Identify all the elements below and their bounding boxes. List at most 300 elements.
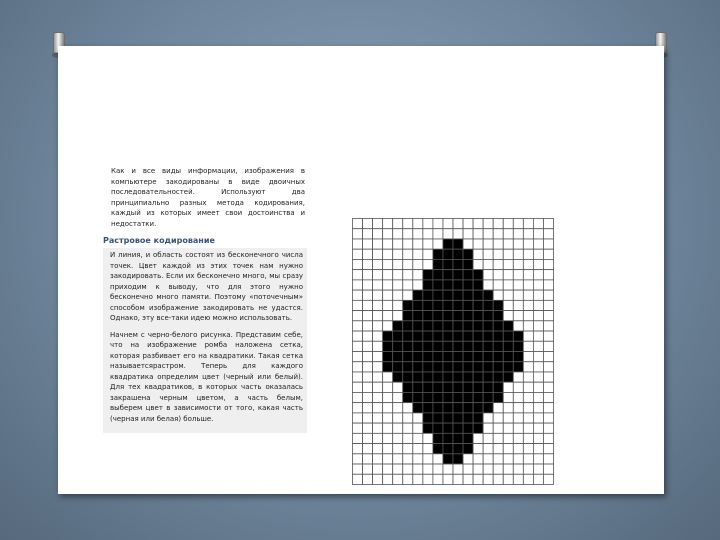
raster-cell-filled bbox=[423, 372, 433, 382]
raster-cell-filled bbox=[463, 362, 473, 372]
raster-cell-filled bbox=[473, 290, 483, 300]
raster-cell-filled bbox=[413, 311, 423, 321]
raster-cell-filled bbox=[503, 362, 513, 372]
raster-cell-filled bbox=[473, 362, 483, 372]
raster-cell-empty bbox=[393, 464, 403, 474]
raster-cell-filled bbox=[463, 372, 473, 382]
raster-cell-empty bbox=[373, 321, 383, 331]
raster-cell-empty bbox=[493, 229, 503, 239]
raster-cell-empty bbox=[413, 433, 423, 443]
raster-cell-empty bbox=[373, 239, 383, 249]
raster-cell-filled bbox=[493, 372, 503, 382]
raster-cell-empty bbox=[533, 229, 543, 239]
raster-cell-filled bbox=[423, 300, 433, 310]
raster-cell-empty bbox=[523, 311, 533, 321]
raster-cell-empty bbox=[503, 229, 513, 239]
raster-cell-filled bbox=[493, 352, 503, 362]
raster-cell-empty bbox=[513, 280, 523, 290]
raster-cell-empty bbox=[353, 454, 363, 464]
raster-cell-empty bbox=[523, 362, 533, 372]
raster-cell-empty bbox=[373, 423, 383, 433]
raster-cell-empty bbox=[483, 259, 493, 269]
raster-cell-empty bbox=[543, 362, 553, 372]
raster-cell-empty bbox=[503, 270, 513, 280]
raster-cell-empty bbox=[373, 249, 383, 259]
raster-cell-empty bbox=[473, 229, 483, 239]
raster-cell-empty bbox=[523, 331, 533, 341]
raster-cell-empty bbox=[363, 403, 373, 413]
raster-cell-empty bbox=[513, 290, 523, 300]
raster-cell-empty bbox=[523, 454, 533, 464]
raster-cell-empty bbox=[363, 341, 373, 351]
raster-cell-filled bbox=[473, 403, 483, 413]
raster-cell-empty bbox=[543, 270, 553, 280]
raster-cell-filled bbox=[453, 382, 463, 392]
raster-cell-empty bbox=[393, 249, 403, 259]
raster-cell-filled bbox=[453, 280, 463, 290]
raster-cell-empty bbox=[383, 413, 393, 423]
raster-cell-empty bbox=[543, 413, 553, 423]
raster-cell-filled bbox=[483, 300, 493, 310]
raster-cell-filled bbox=[433, 270, 443, 280]
raster-cell-empty bbox=[493, 444, 503, 454]
raster-cell-empty bbox=[513, 239, 523, 249]
raster-cell-filled bbox=[413, 290, 423, 300]
raster-cell-filled bbox=[513, 341, 523, 351]
raster-cell-filled bbox=[463, 392, 473, 402]
raster-cell-empty bbox=[393, 229, 403, 239]
raster-cell-filled bbox=[403, 392, 413, 402]
raster-cell-filled bbox=[423, 270, 433, 280]
raster-cell-empty bbox=[513, 413, 523, 423]
raster-cell-filled bbox=[393, 321, 403, 331]
raster-cell-empty bbox=[523, 249, 533, 259]
raster-cell-filled bbox=[423, 352, 433, 362]
raster-cell-filled bbox=[433, 311, 443, 321]
raster-cell-filled bbox=[403, 300, 413, 310]
raster-cell-empty bbox=[483, 433, 493, 443]
raster-cell-empty bbox=[353, 392, 363, 402]
raster-cell-filled bbox=[443, 444, 453, 454]
raster-cell-empty bbox=[513, 229, 523, 239]
raster-cell-filled bbox=[413, 392, 423, 402]
raster-cell-empty bbox=[533, 321, 543, 331]
raster-cell-empty bbox=[433, 454, 443, 464]
raster-cell-empty bbox=[503, 280, 513, 290]
raster-cell-empty bbox=[503, 474, 513, 484]
raster-cell-empty bbox=[513, 403, 523, 413]
raster-cell-filled bbox=[503, 331, 513, 341]
raster-cell-filled bbox=[453, 433, 463, 443]
raster-cell-empty bbox=[383, 423, 393, 433]
raster-cell-empty bbox=[453, 229, 463, 239]
raster-cell-filled bbox=[473, 382, 483, 392]
raster-cell-empty bbox=[383, 259, 393, 269]
raster-cell-empty bbox=[523, 474, 533, 484]
raster-cell-filled bbox=[413, 372, 423, 382]
raster-cell-empty bbox=[413, 259, 423, 269]
raster-cell-empty bbox=[543, 219, 553, 229]
raster-cell-filled bbox=[443, 321, 453, 331]
raster-cell-empty bbox=[513, 464, 523, 474]
raster-cell-filled bbox=[483, 372, 493, 382]
raster-cell-empty bbox=[383, 464, 393, 474]
raster-cell-filled bbox=[423, 331, 433, 341]
raster-cell-empty bbox=[413, 464, 423, 474]
raster-cell-empty bbox=[483, 249, 493, 259]
raster-cell-empty bbox=[393, 454, 403, 464]
raster-cell-empty bbox=[423, 454, 433, 464]
raster-cell-empty bbox=[403, 454, 413, 464]
raster-cell-empty bbox=[373, 454, 383, 464]
raster-cell-empty bbox=[403, 229, 413, 239]
raster-cell-empty bbox=[413, 239, 423, 249]
raster-cell-empty bbox=[503, 249, 513, 259]
raster-cell-empty bbox=[393, 270, 403, 280]
raster-cell-empty bbox=[393, 290, 403, 300]
raster-cell-empty bbox=[533, 239, 543, 249]
raster-cell-empty bbox=[373, 270, 383, 280]
raster-cell-empty bbox=[403, 290, 413, 300]
raster-cell-filled bbox=[433, 300, 443, 310]
raster-cell-filled bbox=[463, 403, 473, 413]
raster-cell-filled bbox=[463, 290, 473, 300]
raster-cell-filled bbox=[433, 433, 443, 443]
raster-cell-empty bbox=[533, 331, 543, 341]
raster-cell-filled bbox=[483, 341, 493, 351]
raster-cell-empty bbox=[533, 249, 543, 259]
raster-cell-empty bbox=[363, 413, 373, 423]
raster-cell-empty bbox=[523, 352, 533, 362]
raster-cell-filled bbox=[503, 352, 513, 362]
raster-cell-empty bbox=[483, 474, 493, 484]
raster-cell-empty bbox=[503, 433, 513, 443]
raster-cell-empty bbox=[363, 382, 373, 392]
raster-cell-empty bbox=[493, 423, 503, 433]
raster-cell-empty bbox=[503, 464, 513, 474]
raster-cell-filled bbox=[453, 290, 463, 300]
raster-cell-empty bbox=[523, 300, 533, 310]
raster-cell-filled bbox=[433, 362, 443, 372]
raster-cell-empty bbox=[463, 454, 473, 464]
raster-cell-filled bbox=[443, 372, 453, 382]
raster-cell-empty bbox=[533, 474, 543, 484]
raster-cell-filled bbox=[443, 352, 453, 362]
raster-cell-empty bbox=[353, 352, 363, 362]
raster-cell-empty bbox=[533, 280, 543, 290]
raster-cell-empty bbox=[363, 362, 373, 372]
raster-cell-empty bbox=[533, 259, 543, 269]
raster-cell-empty bbox=[423, 219, 433, 229]
raster-cell-empty bbox=[423, 474, 433, 484]
raster-cell-filled bbox=[413, 403, 423, 413]
raster-cell-empty bbox=[413, 454, 423, 464]
raster-cell-filled bbox=[443, 382, 453, 392]
raster-cell-filled bbox=[433, 352, 443, 362]
raster-cell-empty bbox=[373, 311, 383, 321]
raster-cell-filled bbox=[453, 372, 463, 382]
raster-cell-filled bbox=[453, 239, 463, 249]
text-box bbox=[103, 248, 307, 433]
section-heading: Растровое кодирование bbox=[103, 236, 215, 245]
raster-cell-empty bbox=[513, 372, 523, 382]
raster-cell-filled bbox=[503, 372, 513, 382]
text-column bbox=[103, 166, 307, 433]
raster-cell-empty bbox=[403, 474, 413, 484]
raster-cell-empty bbox=[373, 433, 383, 443]
raster-cell-empty bbox=[373, 259, 383, 269]
raster-cell-empty bbox=[543, 352, 553, 362]
raster-cell-filled bbox=[483, 352, 493, 362]
raster-cell-filled bbox=[453, 403, 463, 413]
raster-cell-empty bbox=[373, 372, 383, 382]
raster-cell-filled bbox=[453, 341, 463, 351]
raster-cell-filled bbox=[453, 454, 463, 464]
raster-cell-filled bbox=[413, 300, 423, 310]
raster-cell-filled bbox=[443, 454, 453, 464]
raster-cell-empty bbox=[463, 464, 473, 474]
raster-cell-empty bbox=[363, 474, 373, 484]
raster-cell-filled bbox=[433, 321, 443, 331]
raster-cell-empty bbox=[523, 259, 533, 269]
raster-cell-empty bbox=[543, 321, 553, 331]
raster-cell-empty bbox=[413, 413, 423, 423]
raster-cell-empty bbox=[383, 433, 393, 443]
raster-cell-filled bbox=[463, 413, 473, 423]
raster-cell-filled bbox=[403, 321, 413, 331]
raster-cell-empty bbox=[403, 433, 413, 443]
raster-cell-empty bbox=[483, 229, 493, 239]
raster-cell-filled bbox=[453, 321, 463, 331]
raster-cell-empty bbox=[433, 219, 443, 229]
raster-cell-empty bbox=[363, 290, 373, 300]
raster-cell-filled bbox=[483, 403, 493, 413]
raster-cell-empty bbox=[383, 270, 393, 280]
intro-paragraph: Как и все виды информации, изображения в компьютере закодированы в виде двоичных последовательностей. Используют два принципиально разных метода кодирования, каждый из которых имеет свои достоинства и недостатки. bbox=[111, 167, 305, 228]
raster-cell-empty bbox=[523, 239, 533, 249]
raster-cell-empty bbox=[353, 433, 363, 443]
raster-cell-empty bbox=[383, 454, 393, 464]
raster-cell-filled bbox=[463, 321, 473, 331]
raster-cell-empty bbox=[363, 454, 373, 464]
raster-cell-filled bbox=[473, 352, 483, 362]
raster-cell-filled bbox=[443, 270, 453, 280]
raster-cell-filled bbox=[423, 413, 433, 423]
raster-cell-empty bbox=[423, 433, 433, 443]
raster-cell-empty bbox=[393, 413, 403, 423]
raster-cell-empty bbox=[363, 259, 373, 269]
raster-cell-empty bbox=[403, 464, 413, 474]
raster-cell-empty bbox=[533, 454, 543, 464]
raster-cell-empty bbox=[493, 474, 503, 484]
raster-cell-filled bbox=[473, 331, 483, 341]
raster-cell-empty bbox=[463, 474, 473, 484]
raster-cell-filled bbox=[423, 362, 433, 372]
raster-cell-filled bbox=[453, 331, 463, 341]
raster-cell-filled bbox=[433, 413, 443, 423]
raster-cell-empty bbox=[483, 444, 493, 454]
raster-cell-empty bbox=[353, 362, 363, 372]
raster-cell-empty bbox=[543, 341, 553, 351]
raster-cell-empty bbox=[533, 270, 543, 280]
raster-cell-empty bbox=[393, 219, 403, 229]
raster-cell-empty bbox=[513, 382, 523, 392]
raster-cell-filled bbox=[433, 392, 443, 402]
raster-cell-empty bbox=[493, 290, 503, 300]
raster-cell-empty bbox=[383, 321, 393, 331]
raster-cell-empty bbox=[373, 229, 383, 239]
raster-cell-empty bbox=[383, 444, 393, 454]
raster-cell-empty bbox=[493, 239, 503, 249]
raster-cell-filled bbox=[483, 311, 493, 321]
raster-cell-empty bbox=[483, 280, 493, 290]
raster-cell-empty bbox=[403, 270, 413, 280]
raster-cell-empty bbox=[523, 321, 533, 331]
raster-cell-empty bbox=[373, 474, 383, 484]
raster-cell-filled bbox=[423, 403, 433, 413]
raster-cell-filled bbox=[393, 372, 403, 382]
raster-cell-filled bbox=[453, 249, 463, 259]
raster-cell-filled bbox=[443, 280, 453, 290]
raster-cell-empty bbox=[403, 219, 413, 229]
raster-cell-filled bbox=[493, 331, 503, 341]
raster-cell-empty bbox=[533, 372, 543, 382]
raster-cell-empty bbox=[393, 444, 403, 454]
raster-cell-empty bbox=[453, 464, 463, 474]
paragraph-2: Начнем с черно-белого рисунка. Представим себе, что на изображение ромба наложена сетка, которая разбивает его на квадратики. Такая сетка называетсярастром. Теперь для каждого квадратика определим цвет (черный или белый). Для тех квадратиков, в которых часть оказалась закрашена черным цветом, а часть белым, выберем цвет в зависимости от того, какая часть (черная или белая) больше. bbox=[110, 330, 303, 423]
raster-cell-filled bbox=[403, 331, 413, 341]
raster-cell-empty bbox=[373, 331, 383, 341]
raster-cell-filled bbox=[403, 352, 413, 362]
raster-cell-empty bbox=[523, 413, 533, 423]
raster-cell-empty bbox=[533, 444, 543, 454]
raster-cell-filled bbox=[473, 341, 483, 351]
raster-cell-empty bbox=[533, 352, 543, 362]
raster-cell-empty bbox=[363, 423, 373, 433]
raster-cell-empty bbox=[503, 311, 513, 321]
raster-cell-filled bbox=[443, 392, 453, 402]
raster-cell-empty bbox=[353, 464, 363, 474]
raster-cell-empty bbox=[543, 311, 553, 321]
raster-cell-empty bbox=[353, 219, 363, 229]
raster-cell-filled bbox=[403, 362, 413, 372]
raster-cell-filled bbox=[473, 413, 483, 423]
raster-cell-empty bbox=[423, 464, 433, 474]
raster-cell-filled bbox=[493, 341, 503, 351]
raster-cell-empty bbox=[403, 280, 413, 290]
raster-cell-empty bbox=[523, 270, 533, 280]
raster-cell-filled bbox=[443, 331, 453, 341]
raster-cell-filled bbox=[483, 331, 493, 341]
raster-cell-empty bbox=[373, 362, 383, 372]
raster-cell-empty bbox=[353, 331, 363, 341]
raster-cell-empty bbox=[363, 249, 373, 259]
raster-cell-filled bbox=[403, 372, 413, 382]
raster-cell-filled bbox=[403, 311, 413, 321]
raster-cell-empty bbox=[403, 423, 413, 433]
raster-cell-empty bbox=[503, 454, 513, 464]
raster-cell-empty bbox=[383, 403, 393, 413]
raster-cell-empty bbox=[483, 423, 493, 433]
raster-cell-empty bbox=[543, 229, 553, 239]
raster-cell-empty bbox=[453, 219, 463, 229]
raster-cell-empty bbox=[413, 474, 423, 484]
raster-cell-filled bbox=[453, 352, 463, 362]
raster-cell-filled bbox=[463, 382, 473, 392]
raster-cell-empty bbox=[353, 321, 363, 331]
raster-cell-filled bbox=[423, 280, 433, 290]
raster-cell-empty bbox=[543, 464, 553, 474]
raster-cell-empty bbox=[513, 259, 523, 269]
raster-cell-empty bbox=[383, 249, 393, 259]
raster-cell-empty bbox=[493, 403, 503, 413]
raster-cell-filled bbox=[493, 321, 503, 331]
raster-cell-empty bbox=[503, 444, 513, 454]
raster-cell-empty bbox=[503, 219, 513, 229]
raster-cell-filled bbox=[443, 433, 453, 443]
raster-cell-empty bbox=[483, 219, 493, 229]
raster-cell-empty bbox=[483, 413, 493, 423]
raster-cell-filled bbox=[433, 280, 443, 290]
raster-cell-empty bbox=[543, 290, 553, 300]
raster-cell-filled bbox=[443, 362, 453, 372]
raster-cell-empty bbox=[523, 341, 533, 351]
raster-cell-empty bbox=[513, 444, 523, 454]
raster-cell-empty bbox=[383, 382, 393, 392]
raster-cell-empty bbox=[513, 249, 523, 259]
raster-cell-filled bbox=[463, 423, 473, 433]
raster-cell-empty bbox=[403, 413, 413, 423]
raster-cell-empty bbox=[353, 290, 363, 300]
raster-cell-filled bbox=[383, 352, 393, 362]
raster-cell-filled bbox=[433, 382, 443, 392]
raster-cell-empty bbox=[363, 372, 373, 382]
raster-cell-empty bbox=[413, 280, 423, 290]
raster-cell-filled bbox=[443, 413, 453, 423]
raster-cell-empty bbox=[373, 280, 383, 290]
raster-cell-empty bbox=[353, 259, 363, 269]
raster-cell-empty bbox=[523, 403, 533, 413]
raster-cell-empty bbox=[383, 392, 393, 402]
raster-cell-empty bbox=[523, 372, 533, 382]
raster-cell-empty bbox=[433, 229, 443, 239]
raster-cell-filled bbox=[403, 382, 413, 392]
raster-grid bbox=[352, 218, 554, 485]
raster-cell-filled bbox=[503, 341, 513, 351]
raster-cell-filled bbox=[443, 259, 453, 269]
raster-cell-empty bbox=[443, 464, 453, 474]
raster-cell-empty bbox=[533, 403, 543, 413]
raster-cell-empty bbox=[393, 433, 403, 443]
raster-cell-empty bbox=[533, 423, 543, 433]
raster-cell-empty bbox=[403, 444, 413, 454]
raster-cell-filled bbox=[463, 270, 473, 280]
raster-cell-empty bbox=[353, 341, 363, 351]
raster-cell-filled bbox=[433, 403, 443, 413]
raster-cell-filled bbox=[433, 290, 443, 300]
raster-cell-empty bbox=[363, 300, 373, 310]
raster-cell-empty bbox=[513, 219, 523, 229]
raster-cell-empty bbox=[523, 382, 533, 392]
raster-cell-empty bbox=[353, 444, 363, 454]
raster-cell-empty bbox=[363, 331, 373, 341]
raster-cell-filled bbox=[503, 321, 513, 331]
raster-cell-empty bbox=[523, 219, 533, 229]
raster-cell-empty bbox=[363, 433, 373, 443]
raster-cell-filled bbox=[433, 259, 443, 269]
raster-cell-empty bbox=[543, 239, 553, 249]
raster-cell-filled bbox=[473, 280, 483, 290]
